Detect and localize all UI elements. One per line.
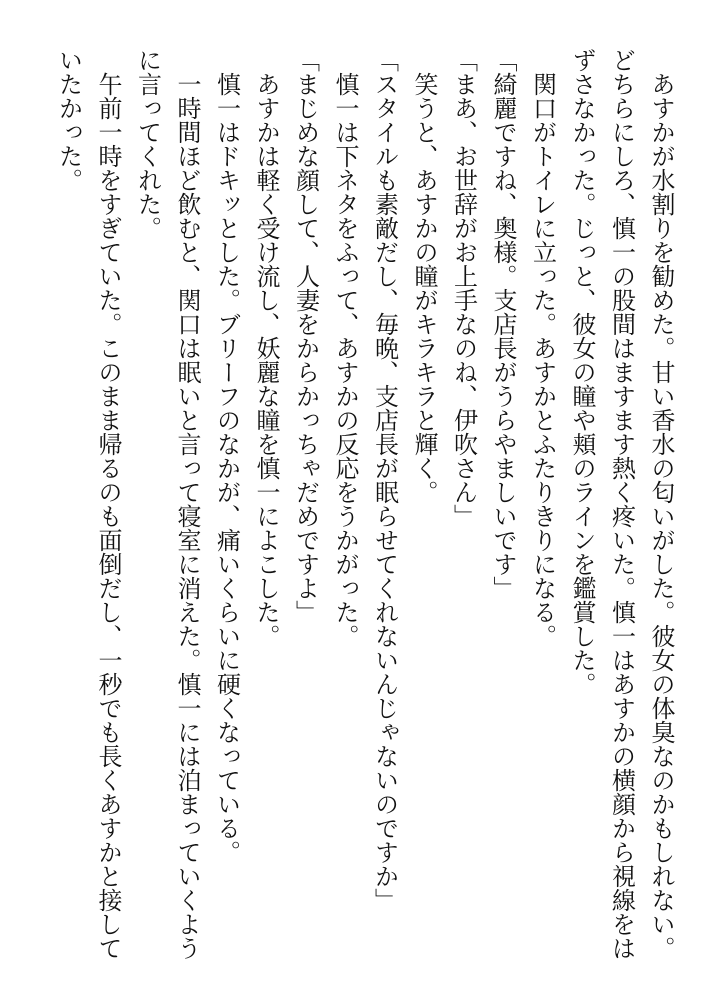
- paragraph: 「まあ、お世辞がお上手なのね、伊吹さん」: [449, 48, 478, 528]
- paragraph: 一時間ほど飲むと、関口は眠いと言って寝室に消えた。慎一には泊まっていくように言ってくれた。: [133, 48, 201, 960]
- paragraph: 慎一はドキッとした。ブリーフのなかが、痛いくらいに硬くなっている。: [212, 48, 241, 864]
- paragraph: 午前一時をすぎていた。このまま帰るのも面倒だし、一秒でも長くあすかと接していたかった。: [54, 48, 122, 960]
- paragraph: 慎一は下ネタをふって、あすかの反応をうかがった。: [331, 48, 359, 648]
- vertical-text-body: [40, 48, 680, 968]
- paragraph: 笑うと、あすかの瞳がキラキラと輝く。: [410, 48, 438, 504]
- paragraph: 「綺麗ですね、奥様。支店長がうらやましいです」: [489, 48, 517, 600]
- paragraph: 「まじめな顔して、人妻をからかっちゃだめですよ」: [291, 48, 320, 624]
- paragraph: 関口がトイレに立った。あすかとふたりきりになる。: [528, 48, 557, 648]
- paragraph: あすかは軽く受け流し、妖麗な瞳を慎一によこした。: [252, 48, 280, 648]
- paragraph: 「スタイルも素敵だし、毎晩、支店長が眠らせてくれないんじゃないのですか」: [370, 48, 399, 912]
- paragraph: あすかが水割りを勧めた。甘い香水の匂いがした。彼女の体臭なのかもしれない。どちらにしろ、慎一の股間はますます熱く疼いた。慎一はあすかの横顔から視線をはずさなかった。じっと、彼女の瞳や頬のラインを鑑賞した。: [568, 48, 675, 960]
